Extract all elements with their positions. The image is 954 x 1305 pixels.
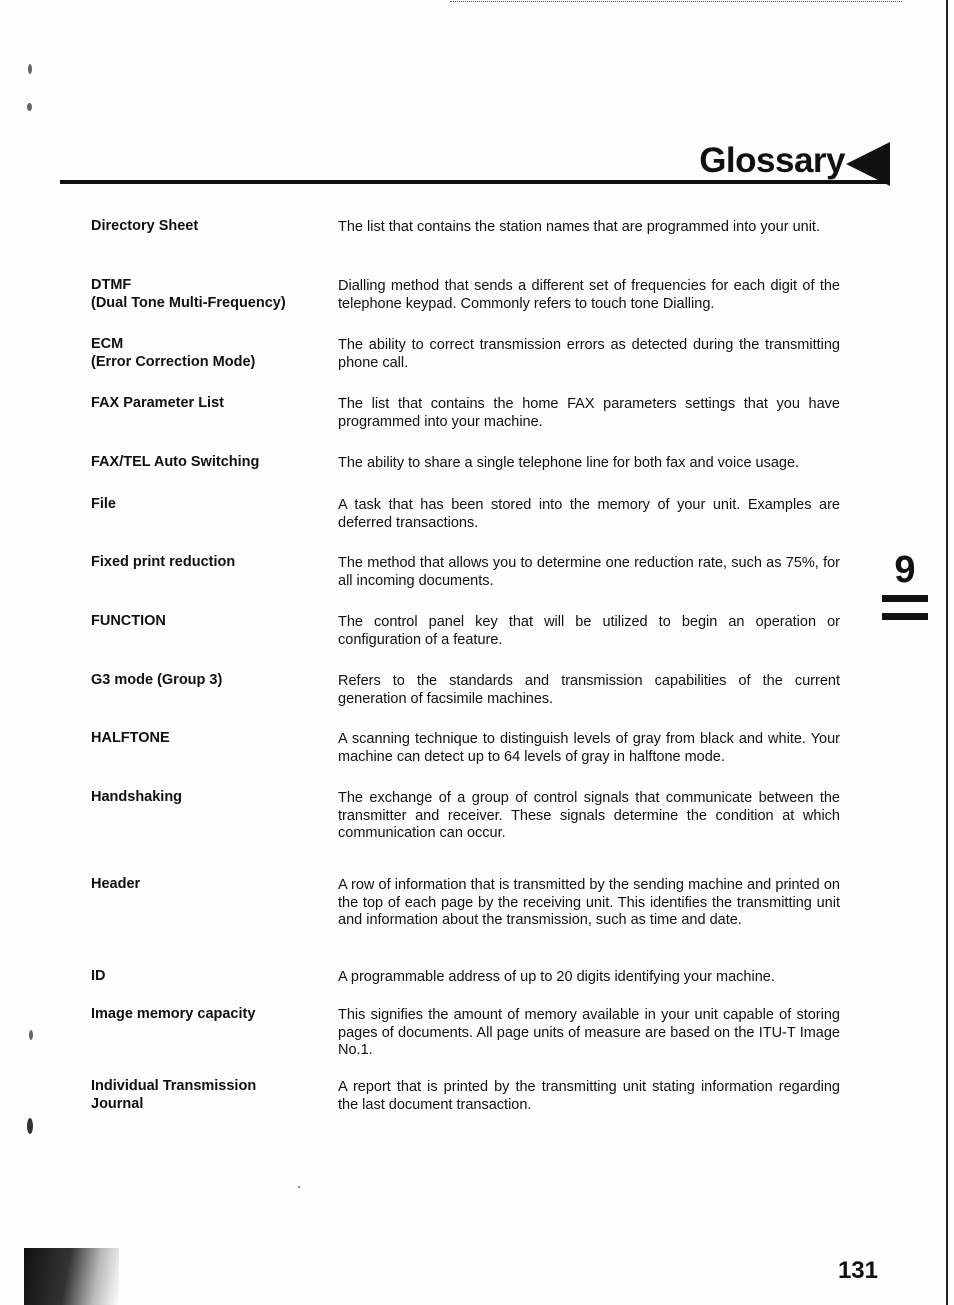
- page-number: 131: [837, 1257, 878, 1284]
- glossary-definition: The list that contains the station names that are programmed into your unit.: [338, 219, 820, 235]
- page-title: Glossary: [699, 141, 845, 180]
- scan-speck: [29, 1030, 33, 1040]
- glossary-term: DTMF (Dual Tone Multi-Frequency): [91, 277, 286, 311]
- glossary-definition: The list that contains the home FAX parameters settings that you have programmed into your machine.: [338, 396, 840, 430]
- glossary-term: G3 mode (Group 3): [91, 672, 223, 688]
- glossary-definition: A scanning technique to distinguish levels of gray from black and white. Your machine can detect up to 64 levels of gray in halftone mode.: [338, 731, 840, 765]
- glossary-definition: This signifies the amount of memory available in your unit capable of storing pages of documents. All page units of measure are based on the ITU-T Image No.1.: [338, 1007, 840, 1058]
- glossary-definition: A row of information that is transmitted by the sending machine and printed on the top of each page by the receiving unit. This identifies the transmitting unit and information about the transmission, such as time and date.: [338, 877, 840, 928]
- glossary-definition: A programmable address of up to 20 digits identifying your machine.: [338, 969, 775, 985]
- scan-artifact: [24, 1248, 119, 1305]
- page-right-edge: [946, 0, 948, 1305]
- glossary-definition: Dialling method that sends a different set of frequencies for each digit of the telephone keypad. Commonly refers to touch tone Dialling.: [338, 278, 840, 312]
- glossary-definition: The exchange of a group of control signals that communicate between the transmitter and receiver. These signals determine the condition at which communication can occur.: [338, 790, 840, 841]
- glossary-term: ID: [91, 968, 106, 984]
- glossary-definition: The method that allows you to determine one reduction rate, such as 75%, for all incoming documents.: [338, 555, 840, 589]
- glossary-term: Individual Transmission Journal: [91, 1078, 257, 1112]
- glossary-term: Header: [91, 876, 141, 892]
- scan-speck: [28, 64, 32, 74]
- glossary-definition: A report that is printed by the transmitting unit stating information regarding the last document transaction.: [338, 1079, 840, 1113]
- glossary-term: Directory Sheet: [91, 218, 199, 234]
- glossary-term: Image memory capacity: [91, 1006, 256, 1022]
- top-edge-rule: [450, 1, 902, 2]
- glossary-term: ECM (Error Correction Mode): [91, 336, 256, 370]
- glossary-term: Fixed print reduction: [91, 554, 236, 570]
- glossary-term: FAX Parameter List: [91, 395, 224, 411]
- scan-speck: [298, 1186, 300, 1188]
- chapter-tab-bar: [882, 595, 928, 602]
- glossary-definition: The ability to share a single telephone line for both fax and voice usage.: [338, 455, 800, 471]
- glossary-term: File: [91, 496, 116, 512]
- glossary-term: HALFTONE: [91, 730, 170, 746]
- scan-speck: [27, 1118, 33, 1134]
- glossary-term: FAX/TEL Auto Switching: [91, 454, 260, 470]
- glossary-definition: The ability to correct transmission errors as detected during the transmitting phone call.: [338, 337, 840, 371]
- chapter-number: 9: [894, 549, 916, 591]
- glossary-definition: A task that has been stored into the memory of your unit. Examples are deferred transactions.: [338, 497, 840, 531]
- glossary-term: Handshaking: [91, 789, 183, 805]
- header-divider: [60, 180, 888, 184]
- glossary-definition: Refers to the standards and transmission capabilities of the current generation of facsimile machines.: [338, 673, 840, 707]
- chapter-tab-bar: [882, 613, 928, 620]
- scan-speck: [27, 103, 32, 111]
- glossary-definition: The control panel key that will be utilized to begin an operation or configuration of a feature.: [338, 614, 840, 648]
- glossary-term: FUNCTION: [91, 613, 166, 629]
